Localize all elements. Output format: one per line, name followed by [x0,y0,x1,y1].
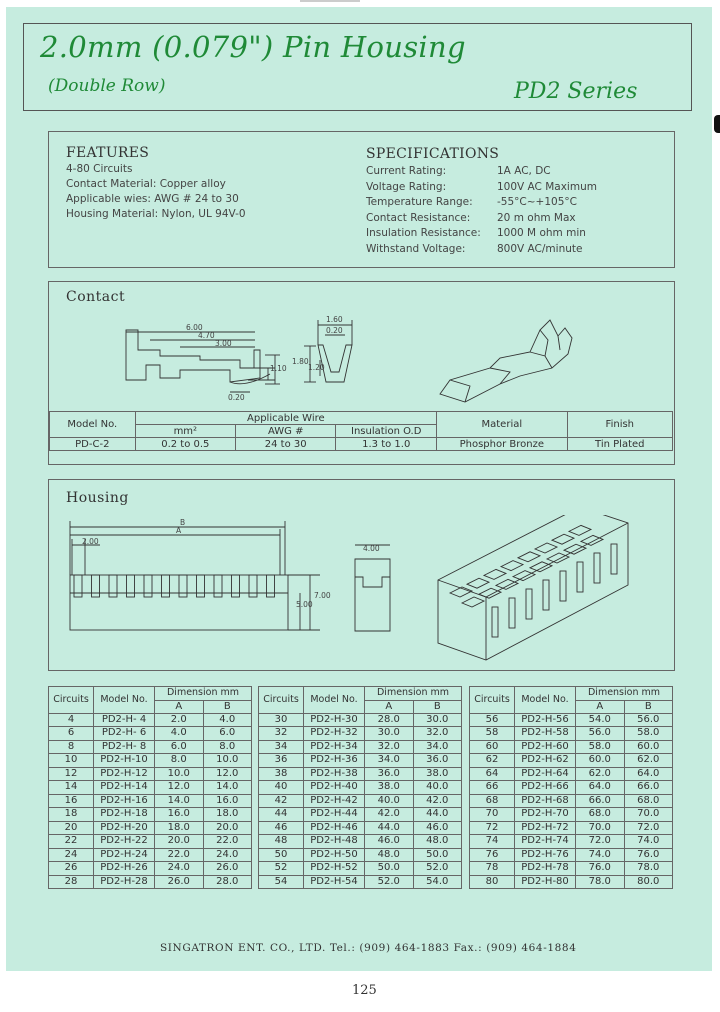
table-cell: 56 [470,713,515,727]
dimension-table [48,686,252,889]
housing-tooth [92,575,100,597]
binder-hole [714,115,720,133]
housing-slot [543,580,549,610]
spec-label: Current Rating: [366,165,447,177]
table-cell: 72.0 [576,835,625,849]
table-row [49,862,252,876]
table-row [49,794,252,808]
spec-value: 100V AC Maximum [497,180,597,193]
spec-value: -55°C~+105°C [497,196,577,208]
table-row [470,808,673,822]
table-cell: 26.0 [155,875,204,889]
table-cell: 14.0 [155,794,204,808]
dim-b-header: B [203,700,252,713]
table-cell: 16 [49,794,94,808]
features-heading: FEATURES [66,145,150,161]
table-cell: PD2-H-58 [515,727,576,741]
table-cell: 76.0 [576,862,625,876]
table-cell: 6.0 [155,740,204,754]
housing-slot [526,589,532,619]
housing-cavity [484,569,518,589]
table-cell: 68.0 [624,794,673,808]
table-cell: 12 [49,767,94,781]
table-cell: PD2-H-20 [94,821,155,835]
contact-model: PD-C-2 [50,438,136,451]
housing-cavity [467,578,501,598]
table-cell: 20 [49,821,94,835]
table-row [259,754,462,768]
table-cell: 34.0 [365,754,414,768]
svg-text:4.00: 4.00 [363,544,380,553]
material-header: Material [437,412,568,438]
table-cell: 42.0 [413,794,462,808]
table-cell: 44.0 [365,821,414,835]
table-cell: 42.0 [365,808,414,822]
spec-label: Temperature Range: [366,196,473,208]
table-cell: 2.0 [155,713,204,727]
table-cell: 70.0 [576,821,625,835]
housing-cavity [501,561,535,581]
table-cell: 66.0 [624,781,673,795]
table-row [49,821,252,835]
model-header: Model No. [50,412,136,438]
table-cell: 36 [259,754,304,768]
table-cell: 68.0 [576,808,625,822]
table-cell: 40.0 [365,794,414,808]
housing-heading: Housing [66,490,129,506]
svg-text:0.20: 0.20 [326,326,343,335]
housing-tooth [127,575,135,597]
table-cell: PD2-H-40 [304,781,365,795]
svg-text:B: B [180,518,186,527]
table-row [470,794,673,808]
table-row [259,835,462,849]
housing-slot [492,607,498,637]
table-cell: PD2-H- 6 [94,727,155,741]
spec-label: Voltage Rating: [366,180,447,193]
housing-tooth [109,575,117,597]
table-cell: 40.0 [413,781,462,795]
page-number: 125 [352,983,377,998]
dim-a-header: A [155,700,204,713]
circuits-header: Circuits [259,687,304,714]
table-cell: 32.0 [413,727,462,741]
table-cell: PD2-H-56 [515,713,576,727]
table-cell: PD2-H-50 [304,848,365,862]
table-row [49,875,252,889]
table-cell: 52.0 [413,862,462,876]
contact-heading: Contact [66,289,126,305]
insulation-header: Insulation O.D [336,425,437,438]
table-row [470,835,673,849]
table-cell: 38.0 [413,767,462,781]
contact-spec-table [49,411,673,451]
housing-tooth [249,575,257,597]
table-cell: PD2-H-42 [304,794,365,808]
table-row [259,740,462,754]
table-cell: PD2-H-72 [515,821,576,835]
table-cell: 18.0 [203,808,252,822]
table-cell: 34.0 [413,740,462,754]
table-cell: 4.0 [155,727,204,741]
housing-slot [594,553,600,583]
table-row [49,740,252,754]
model-no-header: Model No. [94,687,155,714]
table-cell: 8.0 [203,740,252,754]
housing-slot [560,571,566,601]
table-cell: PD2-H-48 [304,835,365,849]
table-cell: PD2-H-34 [304,740,365,754]
table-row [470,727,673,741]
table-cell: 54 [259,875,304,889]
mm2-header: mm² [135,425,235,438]
table-cell: 72 [470,821,515,835]
table-cell: PD2-H-32 [304,727,365,741]
spec-value: 800V AC/minute [497,242,583,255]
table-cell: 38 [259,767,304,781]
table-cell: 56.0 [576,727,625,741]
table-cell: 36.0 [365,767,414,781]
feature-line: 4-80 Circuits [66,163,133,175]
table-row [259,713,462,727]
table-row [470,740,673,754]
table-cell: 10 [49,754,94,768]
table-row [470,848,673,862]
table-cell: 64 [470,767,515,781]
table-cell: 20.0 [203,821,252,835]
table-cell: PD2-H- 4 [94,713,155,727]
contact-material: Phosphor Bronze [437,438,568,451]
table-cell: 58.0 [624,727,673,741]
svg-text:4.70: 4.70 [198,331,215,340]
table-cell: 46 [259,821,304,835]
table-cell: 64.0 [624,767,673,781]
series-label: PD2 Series [514,79,638,104]
table-cell: 22 [49,835,94,849]
table-row [49,754,252,768]
table-cell: 72.0 [624,821,673,835]
contact-mm2: 0.2 to 0.5 [135,438,235,451]
table-cell: 24 [49,848,94,862]
table-cell: PD2-H-12 [94,767,155,781]
table-row [259,781,462,795]
table-cell: 14.0 [203,781,252,795]
table-cell: PD2-H-70 [515,808,576,822]
table-row [259,862,462,876]
table-cell: 12.0 [203,767,252,781]
table-cell: 12.0 [155,781,204,795]
table-cell: 76.0 [624,848,673,862]
dimension-table [258,686,462,889]
svg-text:1.80: 1.80 [292,357,309,366]
table-row [259,794,462,808]
table-cell: PD2-H-16 [94,794,155,808]
table-row [259,727,462,741]
table-cell: 8.0 [155,754,204,768]
spec-value: 1A AC, DC [497,165,551,177]
dimension-header: Dimension mm [576,687,673,701]
table-row [470,713,673,727]
dimension-header: Dimension mm [155,687,252,701]
table-row [470,754,673,768]
table-cell: PD2-H-64 [515,767,576,781]
svg-text:1.10: 1.10 [270,364,287,373]
table-cell: 56.0 [624,713,673,727]
table-cell: 48.0 [365,848,414,862]
housing-cavity [535,543,569,563]
specifications-heading: SPECIFICATIONS [366,146,500,162]
table-cell: PD2-H-62 [515,754,576,768]
table-cell: PD2-H-26 [94,862,155,876]
dimension-table [469,686,673,889]
table-row [49,727,252,741]
table-cell: 16.0 [203,794,252,808]
feature-line: Housing Material: Nylon, UL 94V-0 [66,208,246,220]
housing-slot [509,598,515,628]
table-cell: 22.0 [203,835,252,849]
table-cell: 8 [49,740,94,754]
table-cell: 38.0 [365,781,414,795]
table-cell: 70.0 [624,808,673,822]
table-row [259,767,462,781]
svg-text:6.00: 6.00 [186,323,203,332]
feature-line: Applicable wies: AWG # 24 to 30 [66,193,239,205]
housing-cavity [552,534,586,554]
table-cell: 10.0 [155,767,204,781]
table-cell: 66.0 [576,794,625,808]
table-cell: 68 [470,794,515,808]
table-cell: 22.0 [155,848,204,862]
table-cell: 62.0 [624,754,673,768]
table-cell: 60 [470,740,515,754]
table-row [470,821,673,835]
table-cell: 6 [49,727,94,741]
table-row [49,835,252,849]
dim-b-header: B [413,700,462,713]
table-cell: PD2-H-10 [94,754,155,768]
table-cell: 58.0 [576,740,625,754]
table-cell: PD2-H-28 [94,875,155,889]
dim-a-header: A [576,700,625,713]
table-row [49,767,252,781]
table-cell: 52.0 [365,875,414,889]
spec-label: Insulation Resistance: [366,227,481,239]
table-cell: PD2-H-44 [304,808,365,822]
applicable-wire-header: Applicable Wire [135,412,436,425]
housing-tooth [162,575,170,597]
table-cell: 52 [259,862,304,876]
table-row [49,713,252,727]
awg-header: AWG # [236,425,336,438]
finish-header: Finish [567,412,672,438]
table-cell: 40 [259,781,304,795]
housing-tooth [197,575,205,597]
contact-finish: Tin Plated [567,438,672,451]
table-cell: PD2-H-46 [304,821,365,835]
table-cell: 80.0 [624,875,673,889]
table-cell: 24.0 [203,848,252,862]
table-cell: 18 [49,808,94,822]
table-row [470,781,673,795]
table-cell: PD2-H- 8 [94,740,155,754]
svg-text:1.20: 1.20 [308,363,325,372]
table-cell: 26.0 [203,862,252,876]
table-cell: 62.0 [576,767,625,781]
table-row [470,875,673,889]
table-cell: 24.0 [155,862,204,876]
table-cell: 60.0 [576,754,625,768]
svg-text:1.60: 1.60 [326,315,343,324]
table-cell: 76 [470,848,515,862]
table-cell: PD2-H-52 [304,862,365,876]
svg-text:3.00: 3.00 [215,339,232,348]
table-cell: PD2-H-54 [304,875,365,889]
spec-label: Withstand Voltage: [366,242,466,255]
housing-slot [611,544,617,574]
table-cell: 10.0 [203,754,252,768]
housing-tooth [179,575,187,597]
table-row [49,808,252,822]
table-cell: PD2-H-68 [515,794,576,808]
table-cell: 70 [470,808,515,822]
table-cell: 50.0 [413,848,462,862]
table-cell: 44 [259,808,304,822]
dimension-header: Dimension mm [365,687,462,701]
page-title: 2.0mm (0.079") Pin Housing [40,30,466,64]
table-cell: 74.0 [624,835,673,849]
table-cell: 30 [259,713,304,727]
table-cell: 46.0 [413,821,462,835]
table-cell: PD2-H-22 [94,835,155,849]
table-cell: 32.0 [365,740,414,754]
table-row [259,808,462,822]
table-cell: 42 [259,794,304,808]
table-cell: 78.0 [624,862,673,876]
table-cell: 28.0 [365,713,414,727]
page-subtitle: (Double Row) [48,76,166,96]
table-cell: 78 [470,862,515,876]
table-cell: 28.0 [203,875,252,889]
table-row [470,862,673,876]
table-cell: PD2-H-38 [304,767,365,781]
table-cell: 66 [470,781,515,795]
housing-slot [577,562,583,592]
table-cell: 62 [470,754,515,768]
table-cell: 48.0 [413,835,462,849]
contact-insulation: 1.3 to 1.0 [336,438,437,451]
table-cell: 50.0 [365,862,414,876]
table-cell: 4.0 [203,713,252,727]
svg-text:0.20: 0.20 [228,393,245,402]
table-cell: 20.0 [155,835,204,849]
table-cell: 30.0 [365,727,414,741]
svg-text:5.00: 5.00 [296,600,313,609]
table-cell: 32 [259,727,304,741]
svg-text:A: A [176,526,182,535]
table-cell: PD2-H-18 [94,808,155,822]
spec-value: 20 m ohm Max [497,211,576,224]
table-cell: 64.0 [576,781,625,795]
table-cell: PD2-H-14 [94,781,155,795]
table-cell: 60.0 [624,740,673,754]
table-cell: 28 [49,875,94,889]
spec-value: 1000 M ohm min [497,227,586,239]
scan-mark [300,0,360,2]
table-cell: 4 [49,713,94,727]
table-cell: 36.0 [413,754,462,768]
table-cell: 18.0 [155,821,204,835]
table-cell: 54.0 [576,713,625,727]
table-cell: 74.0 [576,848,625,862]
table-cell: 48 [259,835,304,849]
table-cell: 58 [470,727,515,741]
table-row [259,848,462,862]
table-cell: 14 [49,781,94,795]
table-row [49,781,252,795]
table-row [259,875,462,889]
table-cell: 16.0 [155,808,204,822]
spec-label: Contact Resistance: [366,211,471,224]
table-cell: 80 [470,875,515,889]
table-cell: PD2-H-76 [515,848,576,862]
company-contact: SINGATRON ENT. CO., LTD. Tel.: (909) 464-1883 Fax.: (909) 464-1884 [160,942,577,954]
circuits-header: Circuits [470,687,515,714]
table-cell: PD2-H-60 [515,740,576,754]
table-cell: PD2-H-24 [94,848,155,862]
housing-tooth [267,575,275,597]
housing-cavity [518,552,552,572]
table-cell: 30.0 [413,713,462,727]
table-cell: PD2-H-66 [515,781,576,795]
table-cell: 34 [259,740,304,754]
housing-drawing [60,515,670,665]
feature-line: Contact Material: Copper alloy [66,178,226,190]
table-cell: 74 [470,835,515,849]
table-cell: 46.0 [365,835,414,849]
svg-text:2.00: 2.00 [82,537,99,546]
housing-tooth [214,575,222,597]
table-cell: 44.0 [413,808,462,822]
dim-b-header: B [624,700,673,713]
table-cell: 50 [259,848,304,862]
table-cell: 78.0 [576,875,625,889]
table-cell: PD2-H-36 [304,754,365,768]
housing-tooth [232,575,240,597]
table-cell: PD2-H-74 [515,835,576,849]
table-cell: 54.0 [413,875,462,889]
table-cell: PD2-H-30 [304,713,365,727]
dim-a-header: A [365,700,414,713]
table-row [49,848,252,862]
svg-text:7.00: 7.00 [314,591,331,600]
table-cell: 6.0 [203,727,252,741]
table-cell: PD2-H-80 [515,875,576,889]
contact-awg: 24 to 30 [236,438,336,451]
housing-tooth [74,575,82,597]
table-cell: PD2-H-78 [515,862,576,876]
circuits-header: Circuits [49,687,94,714]
table-row [259,821,462,835]
table-row [470,767,673,781]
housing-tooth [144,575,152,597]
housing-cavity [569,525,603,545]
table-cell: 26 [49,862,94,876]
model-no-header: Model No. [515,687,576,714]
contact-drawing [120,310,680,410]
model-no-header: Model No. [304,687,365,714]
